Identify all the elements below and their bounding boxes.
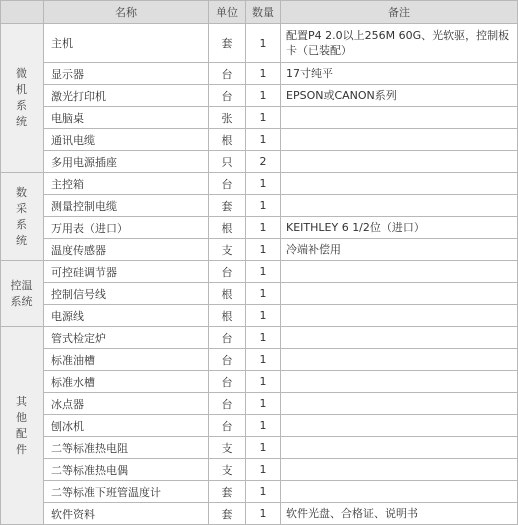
row-name-text: 电脑桌 — [51, 111, 84, 125]
row-unit — [209, 305, 246, 327]
row-name-text: 温度传感器 — [51, 243, 106, 257]
header-name-text: 名称 — [115, 5, 137, 19]
row-name-text: 二等标准下班管温度计 — [51, 485, 161, 499]
row-note — [281, 371, 518, 393]
row-qty-text: 1 — [259, 331, 267, 344]
row-qty — [246, 415, 281, 437]
row-note — [281, 415, 518, 437]
row-name — [44, 107, 209, 129]
row-name — [44, 85, 209, 107]
row-qty-text: 1 — [259, 485, 267, 498]
row-note-text: 17寸纯平 — [286, 67, 333, 80]
row-unit-text: 支 — [221, 441, 233, 455]
header-note — [281, 0, 518, 24]
row-qty — [246, 63, 281, 85]
row-unit-text: 台 — [221, 419, 233, 433]
header-name — [44, 0, 209, 24]
row-name — [44, 129, 209, 151]
row-name — [44, 393, 209, 415]
row-name-text: 主机 — [51, 37, 73, 50]
row-qty-text: 1 — [259, 463, 267, 476]
row-name — [44, 24, 209, 63]
row-name — [44, 503, 209, 525]
header-qty — [246, 0, 281, 24]
group-label-text: 数 采 系 统 — [16, 185, 27, 247]
row-name-text: 软件资料 — [51, 507, 95, 521]
row-name-text: 二等标准热电阻 — [51, 441, 128, 455]
row-name-text: 主控箱 — [51, 177, 84, 191]
row-unit — [209, 24, 246, 63]
row-qty-text: 1 — [259, 441, 267, 454]
row-note — [281, 503, 518, 525]
row-qty — [246, 151, 281, 173]
row-unit — [209, 437, 246, 459]
row-note-text: EPSON或CANON系列 — [286, 89, 397, 102]
row-unit-text: 张 — [221, 111, 233, 125]
row-qty — [246, 437, 281, 459]
group-label — [0, 173, 44, 261]
row-unit — [209, 283, 246, 305]
row-name-text: 多用电源插座 — [51, 155, 117, 169]
row-qty — [246, 481, 281, 503]
row-unit — [209, 173, 246, 195]
row-name — [44, 261, 209, 283]
row-name-text: 通讯电缆 — [51, 133, 95, 147]
row-unit-text: 套 — [221, 485, 233, 499]
row-qty — [246, 349, 281, 371]
row-unit-text: 台 — [221, 375, 233, 389]
row-qty — [246, 261, 281, 283]
row-qty-text: 1 — [259, 67, 267, 80]
row-note — [281, 63, 518, 85]
row-note — [281, 261, 518, 283]
row-unit-text: 台 — [221, 353, 233, 367]
row-name — [44, 481, 209, 503]
group-label-text: 控温 系统 — [10, 278, 33, 308]
row-qty — [246, 393, 281, 415]
header-unit-text: 单位 — [216, 5, 238, 19]
row-name — [44, 283, 209, 305]
row-name — [44, 371, 209, 393]
row-unit — [209, 239, 246, 261]
row-qty — [246, 173, 281, 195]
row-qty-text: 1 — [259, 287, 267, 300]
row-unit — [209, 195, 246, 217]
row-unit — [209, 459, 246, 481]
row-note — [281, 437, 518, 459]
row-unit-text: 只 — [221, 155, 233, 169]
row-unit — [209, 85, 246, 107]
row-qty — [246, 195, 281, 217]
row-note — [281, 195, 518, 217]
row-note — [281, 173, 518, 195]
row-qty-text: 1 — [259, 199, 267, 212]
row-name-text: 激光打印机 — [51, 89, 106, 103]
row-note — [281, 239, 518, 261]
row-qty-text: 1 — [259, 419, 267, 432]
row-unit-text: 套 — [221, 507, 233, 521]
row-name-text: 可控硅调节器 — [51, 265, 117, 279]
row-qty — [246, 239, 281, 261]
row-qty-text: 1 — [259, 507, 267, 520]
row-qty-text: 1 — [259, 133, 267, 146]
row-qty-text: 1 — [259, 111, 267, 124]
row-unit — [209, 481, 246, 503]
row-note — [281, 129, 518, 151]
row-name — [44, 459, 209, 481]
row-name-text: 控制信号线 — [51, 287, 106, 301]
row-name — [44, 151, 209, 173]
group-label — [0, 327, 44, 525]
row-qty-text: 1 — [259, 89, 267, 102]
row-qty — [246, 85, 281, 107]
row-qty — [246, 327, 281, 349]
row-unit-text: 支 — [221, 463, 233, 477]
row-unit-text: 根 — [221, 287, 233, 301]
row-unit-text: 台 — [221, 331, 233, 345]
row-unit — [209, 107, 246, 129]
row-name — [44, 349, 209, 371]
row-unit-text: 根 — [221, 221, 233, 235]
row-note — [281, 107, 518, 129]
row-name — [44, 305, 209, 327]
row-unit-text: 台 — [221, 265, 233, 279]
row-name-text: 电源线 — [51, 309, 84, 323]
row-qty — [246, 129, 281, 151]
row-qty — [246, 24, 281, 63]
row-name-text: 二等标准热电偶 — [51, 463, 128, 477]
row-unit-text: 支 — [221, 243, 233, 257]
row-unit — [209, 503, 246, 525]
row-note — [281, 283, 518, 305]
header-blank — [0, 0, 44, 24]
row-note — [281, 349, 518, 371]
row-note — [281, 85, 518, 107]
row-unit-text: 根 — [221, 133, 233, 147]
row-qty-text: 1 — [259, 177, 267, 190]
row-note-text: 冷端补偿用 — [286, 243, 341, 256]
group-label — [0, 261, 44, 327]
row-note — [281, 24, 518, 63]
row-qty — [246, 217, 281, 239]
group-label-text: 其 他 配 件 — [16, 394, 27, 456]
row-name-text: 冰点器 — [51, 397, 84, 411]
row-unit — [209, 349, 246, 371]
row-name-text: 管式检定炉 — [51, 331, 106, 345]
row-unit — [209, 393, 246, 415]
row-qty-text: 1 — [259, 243, 267, 256]
row-qty — [246, 459, 281, 481]
row-unit-text: 台 — [221, 67, 233, 81]
group-label — [0, 24, 44, 173]
row-name — [44, 327, 209, 349]
row-qty — [246, 503, 281, 525]
row-qty-text: 1 — [259, 265, 267, 278]
row-unit — [209, 415, 246, 437]
row-note — [281, 305, 518, 327]
row-name — [44, 239, 209, 261]
row-unit-text: 台 — [221, 177, 233, 191]
row-unit-text: 台 — [221, 89, 233, 103]
row-unit — [209, 217, 246, 239]
row-name — [44, 63, 209, 85]
row-qty-text: 1 — [259, 353, 267, 366]
row-qty-text: 1 — [259, 221, 267, 234]
row-name-text: 显示器 — [51, 67, 84, 81]
row-qty-text: 2 — [259, 155, 267, 168]
row-unit-text: 根 — [221, 309, 233, 323]
row-unit-text: 套 — [221, 37, 233, 50]
row-note-text: KEITHLEY 6 1/2位（进口） — [286, 221, 425, 234]
row-name — [44, 437, 209, 459]
header-note-text: 备注 — [388, 5, 410, 19]
row-qty — [246, 107, 281, 129]
row-note — [281, 217, 518, 239]
row-qty-text: 1 — [259, 36, 267, 50]
header-qty-text: 数量 — [252, 5, 274, 19]
row-qty-text: 1 — [259, 397, 267, 410]
group-label-text: 微 机 系 统 — [16, 67, 27, 128]
header-unit — [209, 0, 246, 24]
row-name-text: 测量控制电缆 — [51, 199, 117, 213]
row-note — [281, 393, 518, 415]
row-note-text: 配置P4 2.0以上256M 60G、光软驱，控制板卡（已装配） — [286, 29, 510, 57]
row-qty-text: 1 — [259, 309, 267, 322]
row-name — [44, 173, 209, 195]
row-name — [44, 195, 209, 217]
row-note — [281, 327, 518, 349]
row-name-text: 刨冰机 — [51, 419, 84, 433]
row-unit — [209, 151, 246, 173]
row-unit — [209, 327, 246, 349]
row-unit-text: 套 — [221, 199, 233, 213]
row-name — [44, 415, 209, 437]
row-name-text: 万用表（进口） — [51, 221, 128, 235]
row-qty — [246, 305, 281, 327]
row-qty-text: 1 — [259, 375, 267, 388]
row-unit — [209, 371, 246, 393]
row-note — [281, 481, 518, 503]
row-unit — [209, 129, 246, 151]
row-note — [281, 151, 518, 173]
row-name-text: 标准油槽 — [51, 353, 95, 367]
row-name — [44, 217, 209, 239]
row-qty — [246, 371, 281, 393]
row-qty — [246, 283, 281, 305]
row-note-text: 软件光盘、合格证、说明书 — [286, 507, 418, 520]
row-note — [281, 459, 518, 481]
row-unit — [209, 261, 246, 283]
row-unit — [209, 63, 246, 85]
row-unit-text: 台 — [221, 397, 233, 411]
row-name-text: 标准水槽 — [51, 375, 95, 389]
